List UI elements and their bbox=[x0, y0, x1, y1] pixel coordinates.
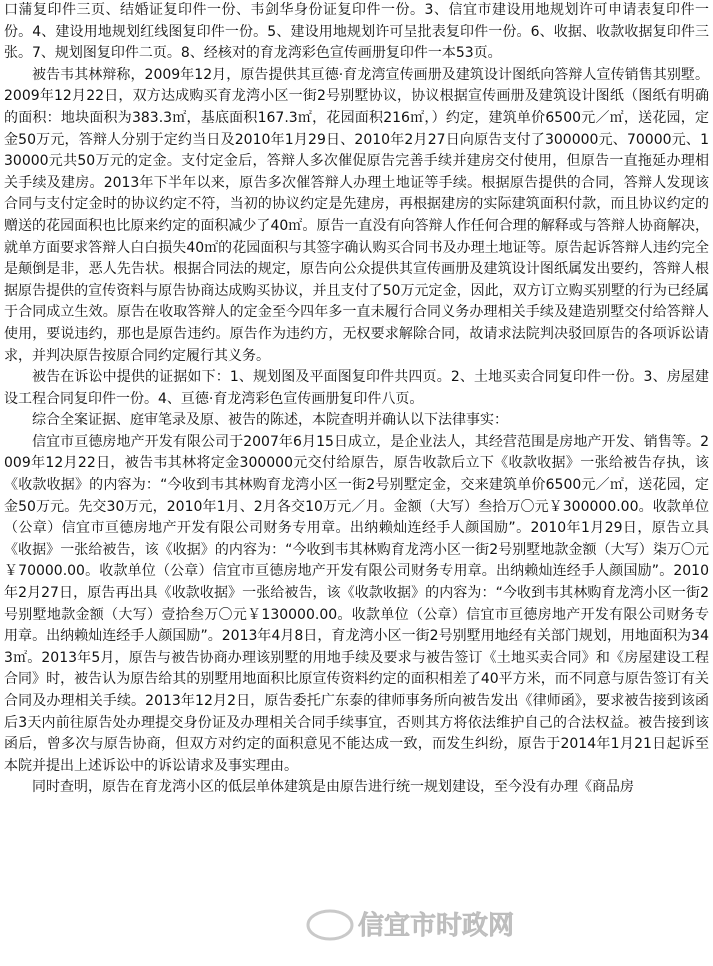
paragraph-facts: 信宜市亘德房地产开发有限公司于2007年6月15日成立，是企业法人，其经营范围是房地产开发、销售等。2009年12月22日，被告韦其林将定金300000元交付给原告，原告收款后立下《收款收据》一张给被告存执，该《收款收据》的内容为：“今收到韦其林购育龙湾小区一街2号别墅定金，交来建筑单价6500元／㎡，送花园，定金50万元。先交30万元，2010年1月、2月各交10万元／月。金额（大写）叁拾万〇元￥300000.00。收款单位（公章）信宜市亘德房地产开发有限公司财务专用章。出纳赖灿连经手人颜国励”。2010年1月29日，原告立具《收据》一张给被告，该《收据》的内容为：“今收到韦其林购育龙湾小区一街2号别墅地款金额（大写）柒万〇元￥70000.00。收款单位（公章）信宜市亘德房地产开发有限公司财务专用章。出纳赖灿连经手人颜国励”。2010年2月27日，原告再出具《收款收据》一张给被告，该《收款收据》的内容为：“今收到韦其林购育龙湾小区一街2号别墅地款金额（大写）壹拾叁万〇元￥130000.00。收款单位（公章）信宜市亘德房地产开发有限公司财务专用章。出纳赖灿连经手人颜国励”。2013年4月8日，育龙湾小区一街2号别墅用地经有关部门规划，用地面积为343㎡。2013年5月，原告与被告协商办理该别墅的用地手续及要求与被告签订《土地买卖合同》和《房屋建设工程合同》时，被告认为原告给其的别墅用地面积比原宣传资料约定的面积相差了40平方米，而不同意与原告签订有关合同及办理相关手续。2013年12月2日，原告委托广东泰的律师事务所向被告发出《律师函》，要求被告接到该函后3天内前往原告处办理提交身份证及办理相关合同手续事宜，否则其方将依法维护自己的合法权益。被告接到该函后，曾多次与原告协商，但双方对约定的面积意见不能达成一致，而发生纠纷，原告于2014年1月21日起诉至本院并提出上述诉讼中的诉讼请求及事实理由。 bbox=[4, 433, 709, 774]
paragraph-court-findings-intro: 综合全案证据、庭审笔录及原、被告的陈述，本院查明并确认以下法律事实： bbox=[32, 412, 508, 429]
paragraph-additional-facts: 同时查明，原告在育龙湾小区的低层单体建筑是由原告进行统一规划建设，至今没有办理《商品房 bbox=[32, 779, 634, 796]
svg-text:信宜市时政网: 信宜市时政网 bbox=[358, 911, 515, 941]
paragraph-defendant-defense: 被告韦其林辩称，2009年12月，原告提供其亘德·育龙湾宣传画册及建筑设计图纸向答辩人宣传销售其别墅。2009年12月22日，双方达成购买育龙湾小区一街2号别墅协议，协议根据宣传画册及建筑设计图纸（图纸有明确的面积：地块面积为383.3㎡，基底面积167.3㎡，花园面积216㎡，）约定，建筑单价6500元／㎡，送花园，定金50万元，答辩人分别于定约当日及2010年1月29日、2010年2月27日向原告支付了300000元、70000元、130000元共50万元的定金。支付定金后，答辩人多次催促原告完善手续并建房交付使用，但原告一直拖延办理相关手续及建房。2013年下半年以来，原告多次催答辩人办理土地证等手续。根据原告提供的合同，答辩人发现该合同与支付定金时的协议约定不符，当初的协议约定是先建房，再根据建房的实际建筑面积付款，而且协议约定的赠送的花园面积也比原来约定的面积减少了40㎡。原告一直没有向答辩人作任何合理的解释或与答辩人协商解决，就单方面要求答辩人白白损失40㎡的花园面积与其签字确认购买合同书及办理土地证等。原告起诉答辩人违约完全是颠倒是非，恶人先告状。根据合同法的规定，原告向公众提供其宣传画册及建筑设计图纸属发出要约，答辩人根据原告提供的宣传资料与原告协商达成购买协议，并且支付了50万元定金，因此，双方订立购买别墅的行为已经属于合同成立生效。原告在收取答辩人的定金至今四年多一直未履行合同义务办理相关手续及建造别墅交付给答辩人使用，要说违约，那也是原告违约。原告作为违约方，无权要求解除合同，故请求法院判决驳回原告的各项诉讼请求，并判决原告按原合同约定履行其义务。 bbox=[4, 66, 709, 364]
paragraph-evidence-list-continued: 口蒲复印件三页、结婚证复印件一份、韦剑华身份证复印件一份。3、信宜市建设用地规划许可申请表复印件一份。4、建设用地规划红线图复印件一份。5、建设用地规划许可呈批表复印件一份。6、收据、收款收据复印件三张。7、规划图复印件二页。8、经核对的育龙湾彩色宣传画册复印件一本53页。 bbox=[4, 2, 709, 62]
paragraph-defendant-evidence: 被告在诉讼中提供的证据如下：1、规划图及平面图复印件共四页。2、土地买卖合同复印件一份。3、房屋建设工程合同复印件一份。4、亘德·育龙湾彩色宣传画册复印件八页。 bbox=[4, 369, 709, 407]
